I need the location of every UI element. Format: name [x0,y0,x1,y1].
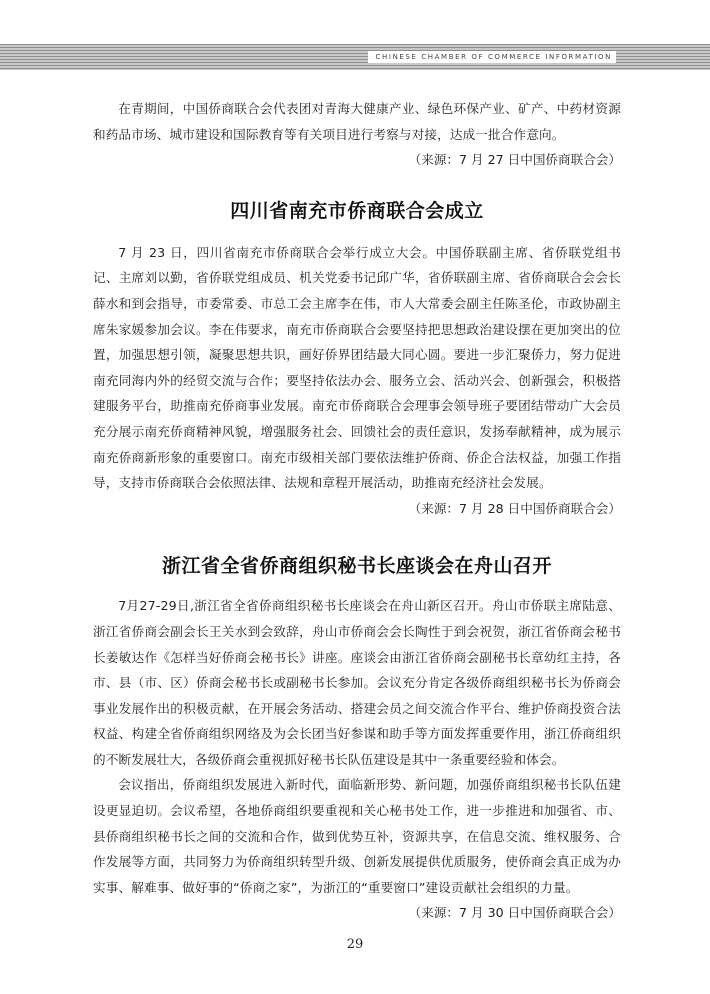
running-header: CHINESE CHAMBER OF COMMERCE INFORMATION [368,51,616,63]
article-source-nanchong: （来源：7 月 28 日中国侨商联合会） [408,500,621,516]
article-paragraph: 7 月 23 日，四川省南充市侨商联合会举行成立大会。中国侨联副主席、省侨联党组书记、主席刘以勤，省侨联党组成员、机关党委书记邱广华，省侨联副主席、省侨商联合会会长薛水和到会指导，市委常委、市总工会主席李在伟，市人大常委会副主任陈圣伦，市政协副主席朱家媛参加会议。李在伟要求，南充市侨商联合会要坚持把思想政治建设摆在更加突出的位置，加强思想引领，凝聚思想共识，画好侨界团结最大同心圆。要进一步汇聚侨力，努力促进南充同海内外的经贸交流与合作；要坚持依法办会、服务立会、活动兴会、创新强会，积极搭建服务平台，助推南充侨商事业发展。南充市侨商联合会理事会领导班子要团结带动广大会员充分展示南充侨商精神风貌，增强服务社会、回馈社会的责任意识，发扬奉献精神，成为展示南充侨商新形象的重要窗口。南充市级相关部门要依法维护侨商、侨企合法权益，加强工作指导，支持市侨商联合会依照法律、法规和章程开展活动，助推南充经济社会发展。 [93,244,621,491]
page-content [93,96,621,926]
article-title-nanchong: 四川省南充市侨商联合会成立 [230,199,484,222]
article-paragraph: 会议指出，侨商组织发展进入新时代，面临新形势、新问题，加强侨商组织秘书长队伍建设更显迫切。会议希望，各地侨商组织要重视和关心秘书处工作，进一步推进和加强省、市、县侨商组织秘书长之间的交流和合作，做到优势互补，资源共享，在信息交流、维权服务、合作发展等方面，共同努力为侨商组织转型升级、创新发展提供优质服务，使侨商会真正成为办实事、解难事、做好事的“侨商之家”，为浙江的“重要窗口”建设贡献社会组织的力量。 [93,777,621,895]
intro-paragraph: 在青期间，中国侨商联合会代表团对青海大健康产业、绿色环保产业、矿产、中药材资源和药品市场、城市建设和国际教育等有关项目进行考察与对接，达成一批合作意向。 [93,101,621,142]
article-source-zhejiang: （来源：7 月 30 日中国侨商联合会） [408,905,621,921]
article-title-zhejiang: 浙江省全省侨商组织秘书长座谈会在舟山召开 [161,555,552,578]
page-number: 29 [346,937,364,952]
intro-source: （来源：7 月 27 日中国侨商联合会） [408,152,621,168]
article-paragraph: 7月27-29日,浙江省全省侨商组织秘书长座谈会在舟山新区召开。舟山市侨联主席陆意、浙江省侨商会副会长王关水到会致辞，舟山市侨商会会长陶性于到会祝贺，浙江省侨商会秘书长姜敏达作《怎样当好侨商会秘书长》讲座。座谈会由浙江省侨商会副秘书长章幼红主持，各市、县（市、区）侨商会秘书长或副秘书长参加。会议充分肯定各级侨商组织秘书长为侨商会事业发展作出的积极贡献，在开展会务活动、搭建会员之间交流合作平台、维护侨商投资合法权益、构建全省侨商组织网络及为会长团当好参谋和助手等方面发挥重要作用，浙江侨商组织的不断发展壮大，各级侨商会重视抓好秘书长队伍建设是其中一条重要经验和体会。 [93,598,621,767]
